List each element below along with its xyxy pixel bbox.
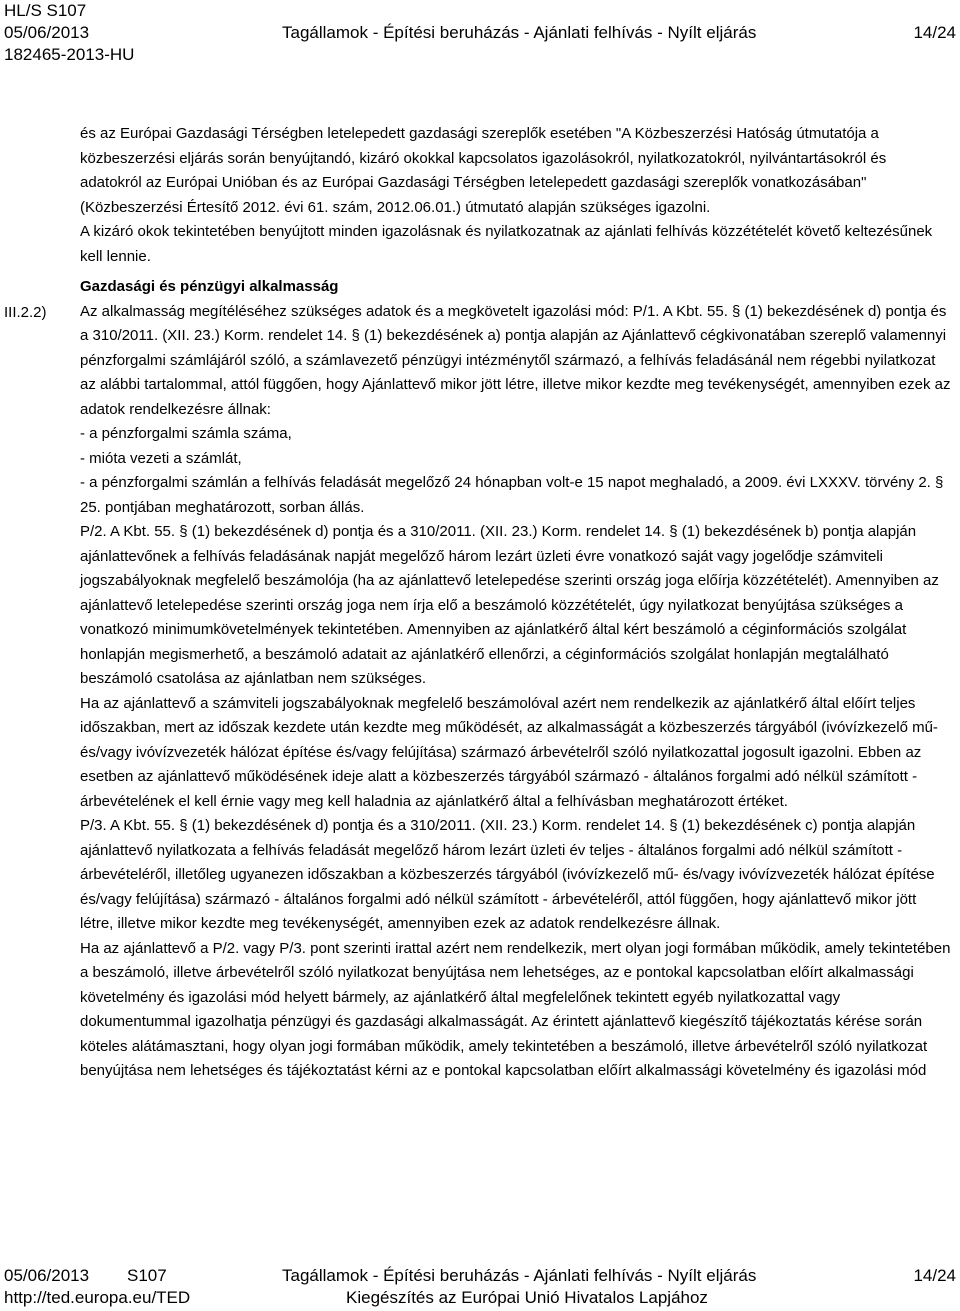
paragraph-p2: P/2. A Kbt. 55. § (1) bekezdésének d) pontja és a 310/2011. (XII. 23.) Korm. rendelet 14. § (1) bekezdésének b) pontja alapján ajánlattevőnek a felhívás feladásának napját megelőző három lezárt üzleti évre vonatkozó saját vagy jogelődje számviteli jogszabályoknak megfelelő beszámolója (ha az ajánlattevő letelepedése szerinti ország joga előírja közzétételét). Amennyiben az ajánlattevő letelepedése szerinti ország joga nem írja elő a beszámoló közzétételét, úgy nyilatkozat benyújtása szükséges a vonatkozó minimumkövetelmények tekintetében. Amennyiben az ajánlatkérő által kért beszámoló a céginformációs szolgálat honlapján megismerhető, a beszámoló adatait az ajánlatkérő ellenőrzi, a céginformációs szolgálat honlapján megtalálható beszámoló csatolása az ajánlatban nem szükséges. xyxy=(80,523,939,687)
list-item-queueing: - a pénzforgalmi számlán a felhívás feladását megelőző 24 hónapban volt-e 15 napot meghaladó, a 2009. évi LXXXV. törvény 2. § 25. pontjában meghatározott, sorban állás. xyxy=(80,474,944,516)
section-number: III.2.2) xyxy=(4,304,47,321)
section-title: Gazdasági és pénzügyi alkalmasság xyxy=(80,278,339,295)
footer-date: 05/06/2013 xyxy=(4,1266,90,1285)
paragraph-p3: P/3. A Kbt. 55. § (1) bekezdésének d) pontja és a 310/2011. (XII. 23.) Korm. rendelet 14. § (1) bekezdésének c) pontja alapján ajánlattevő nyilatkozata a felhívás feladását megelőző három lezárt üzleti év teljes - általános forgalmi adó nélkül számított - árbevételéről, illetőleg ugyanezen időszakban a közbeszerzés tárgyából (ivóvízkezelő mű- és/vagy ivóvízvezeték hálózat építése és/vagy felújítása) származó - általános forgalmi adó nélkül számított - árbevételéről, attól függően, hogy ajánlattevő mikor jött létre, illetve mikor kezdte meg tevékenységét, amennyiben ezek az adatok rendelkezésre állnak. xyxy=(80,817,935,932)
paragraph-legal-form-exception: Ha az ajánlattevő a P/2. vagy P/3. pont szerinti irattal azért nem rendelkezik, mert olyan jogi formában működik, amely tekintetében a beszámoló, illetve árbevételről szóló nyilatkozat benyújtása nem lehetséges, az e pontokal kapcsolatban előírt alkalmassági követelmény és igazolási mód helyett bármely, az ajánlatkérő által megfelelőnek tekintett egyéb nyilatkozattal vagy dokumentummal igazolhatja pénzügyi és gazdasági alkalmasságát. Az érintett ajánlattevő kiegészítő tájékoztatás kérése során köteles alátámasztani, hogy olyan jogi formában működik, amely tekintetében a beszámoló, illetve árbevételről szóló nyilatkozat benyújtása nem lehetséges és tájékoztatást kérni az e pontokal kapcsolatban előírt alkalmassági követelmény és igazolási mód xyxy=(80,939,951,1079)
header-doc-code: HL/S S107 xyxy=(4,1,87,20)
footer-url-link[interactable]: http://ted.europa.eu/TED xyxy=(4,1288,191,1307)
paragraph-p1-intro: Az alkalmasság megítéléséhez szükséges adatok és a megkövetelt igazolási mód: P/1. A Kbt. 55. § (1) bekezdésének d) pontja és a 310/2011. (XII. 23.) Korm. rendelet 14. § (1) bekezdésének a) pontja alapján az Ajánlattevő cégkivonatában szereplő valamennyi pénzforgalmi számlájáról szóló, a számlavezető pénzügyi intézménytől származó, a felhívás feladásánál nem régebbi nyilatkozat az alábbi tartalommal, attól függően, hogy Ajánlattevő mikor jött létre, illetve mikor kezdte meg tevékenységét, amennyiben ezek az adatok rendelkezésre állnak: xyxy=(80,302,951,418)
footer-title: Tagállamok - Építési beruházás - Ajánlati felhívás - Nyílt eljárás xyxy=(282,1266,757,1285)
list-item-account-since: - mióta vezeti a számlát, xyxy=(80,449,242,467)
header-reference: 182465-2013-HU xyxy=(4,45,135,64)
paragraph-exclusion-guide: és az Európai Gazdasági Térségben letelepedett gazdasági szereplők esetében "A Közbeszerzési Hatóság útmutatója a közbeszerzési eljárás során benyújtandó, kizáró okokkal kapcsolatos igazolásokról, nyilatkozatokról, nyilvántartásokról és adatokról az Európai Unióban és az Európai Gazdasági Térségben letelepedett gazdasági szereplők vonatkozásában" (Közbeszerzési Értesítő 2012. évi 61. szám, 2012.06.01.) útmutató alapján szükséges igazolni. xyxy=(80,125,887,216)
page-header xyxy=(0,0,960,66)
paragraph-exclusion-dating: A kizáró okok tekintetében benyújtott minden igazolásnak és nyilatkozatnak az ajánlati felhívás közzétételét követő keltezésűnek kell lennie. xyxy=(80,223,933,265)
header-date: 05/06/2013 xyxy=(4,23,90,42)
header-title: Tagállamok - Építési beruházás - Ajánlati felhívás - Nyílt eljárás xyxy=(282,23,757,42)
footer-series: S107 xyxy=(127,1266,167,1285)
page-footer xyxy=(0,1265,960,1309)
footer-page-number: 14/24 xyxy=(913,1266,956,1285)
paragraph-p2-exception: Ha az ajánlattevő a számviteli jogszabályoknak megfelelő beszámolóval azért nem rendelkezik az ajánlatkérő által előírt teljes időszakban, mert az időszak kezdete után kezdte meg működését, az alkalmasságát a közbeszerzés tárgyából (ivóvízkezelő mű- és/vagy ivóvízvezeték hálózat építése és/vagy felújítása) származó árbevételről szóló nyilatkozattal jogosult igazolni. Ebben az esetben az ajánlattevő működésének ideje alatt a közbeszerzés tárgyából származó - általános forgalmi adó nélkül számított - árbevételének el kell érnie vagy meg kell haladnia az ajánlatkérő által a felhívásban meghatározott értéket. xyxy=(80,694,938,810)
document-body xyxy=(80,122,952,1084)
footer-publisher: Kiegészítés az Európai Unió Hivatalos Lapjához xyxy=(346,1288,708,1307)
list-item-account-number: - a pénzforgalmi számla száma, xyxy=(80,425,292,442)
header-page-number: 14/24 xyxy=(913,23,956,42)
